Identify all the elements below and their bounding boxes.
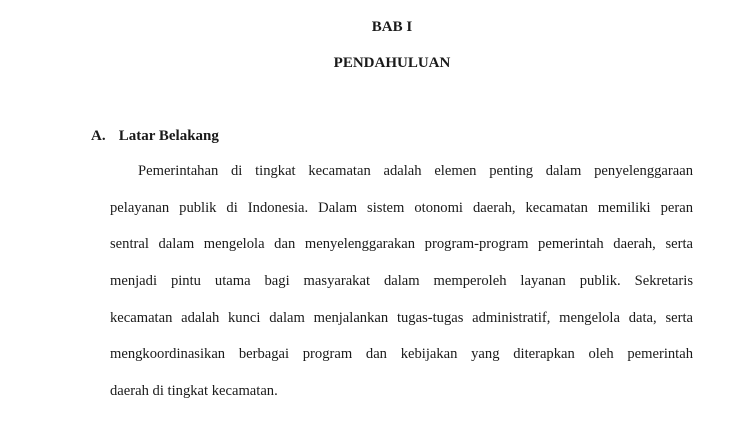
paragraph-line: kecamatan adalah kunci dalam menjalankan tugas-tugas administratif, mengelola data, serta xyxy=(110,309,693,326)
paragraph-line: Pemerintahan di tingkat kecamatan adalah elemen penting dalam penyelenggaraan xyxy=(138,163,693,179)
section-number: A. xyxy=(91,128,106,144)
paragraph-line: menjadi pintu utama bagi masyarakat dalam memperoleh layanan publik. Sekretaris xyxy=(110,273,693,290)
body-paragraph xyxy=(110,161,693,418)
section-title: Latar Belakang xyxy=(118,128,219,144)
chapter-title: PENDAHULUAN xyxy=(333,55,451,71)
chapter-number: BAB I xyxy=(371,19,413,35)
section-heading xyxy=(91,126,219,146)
paragraph-line: pelayanan publik di Indonesia. Dalam sistem otonomi daerah, kecamatan memiliki peran xyxy=(110,199,693,216)
paragraph-line: mengkoordinasikan berbagai program dan kebijakan yang diterapkan oleh pemerintah xyxy=(110,346,693,363)
paragraph-line: daerah di tingkat kecamatan. xyxy=(110,383,278,400)
paragraph-line: sentral dalam mengelola dan menyelenggarakan program-program pemerintah daerah, serta xyxy=(110,236,693,253)
